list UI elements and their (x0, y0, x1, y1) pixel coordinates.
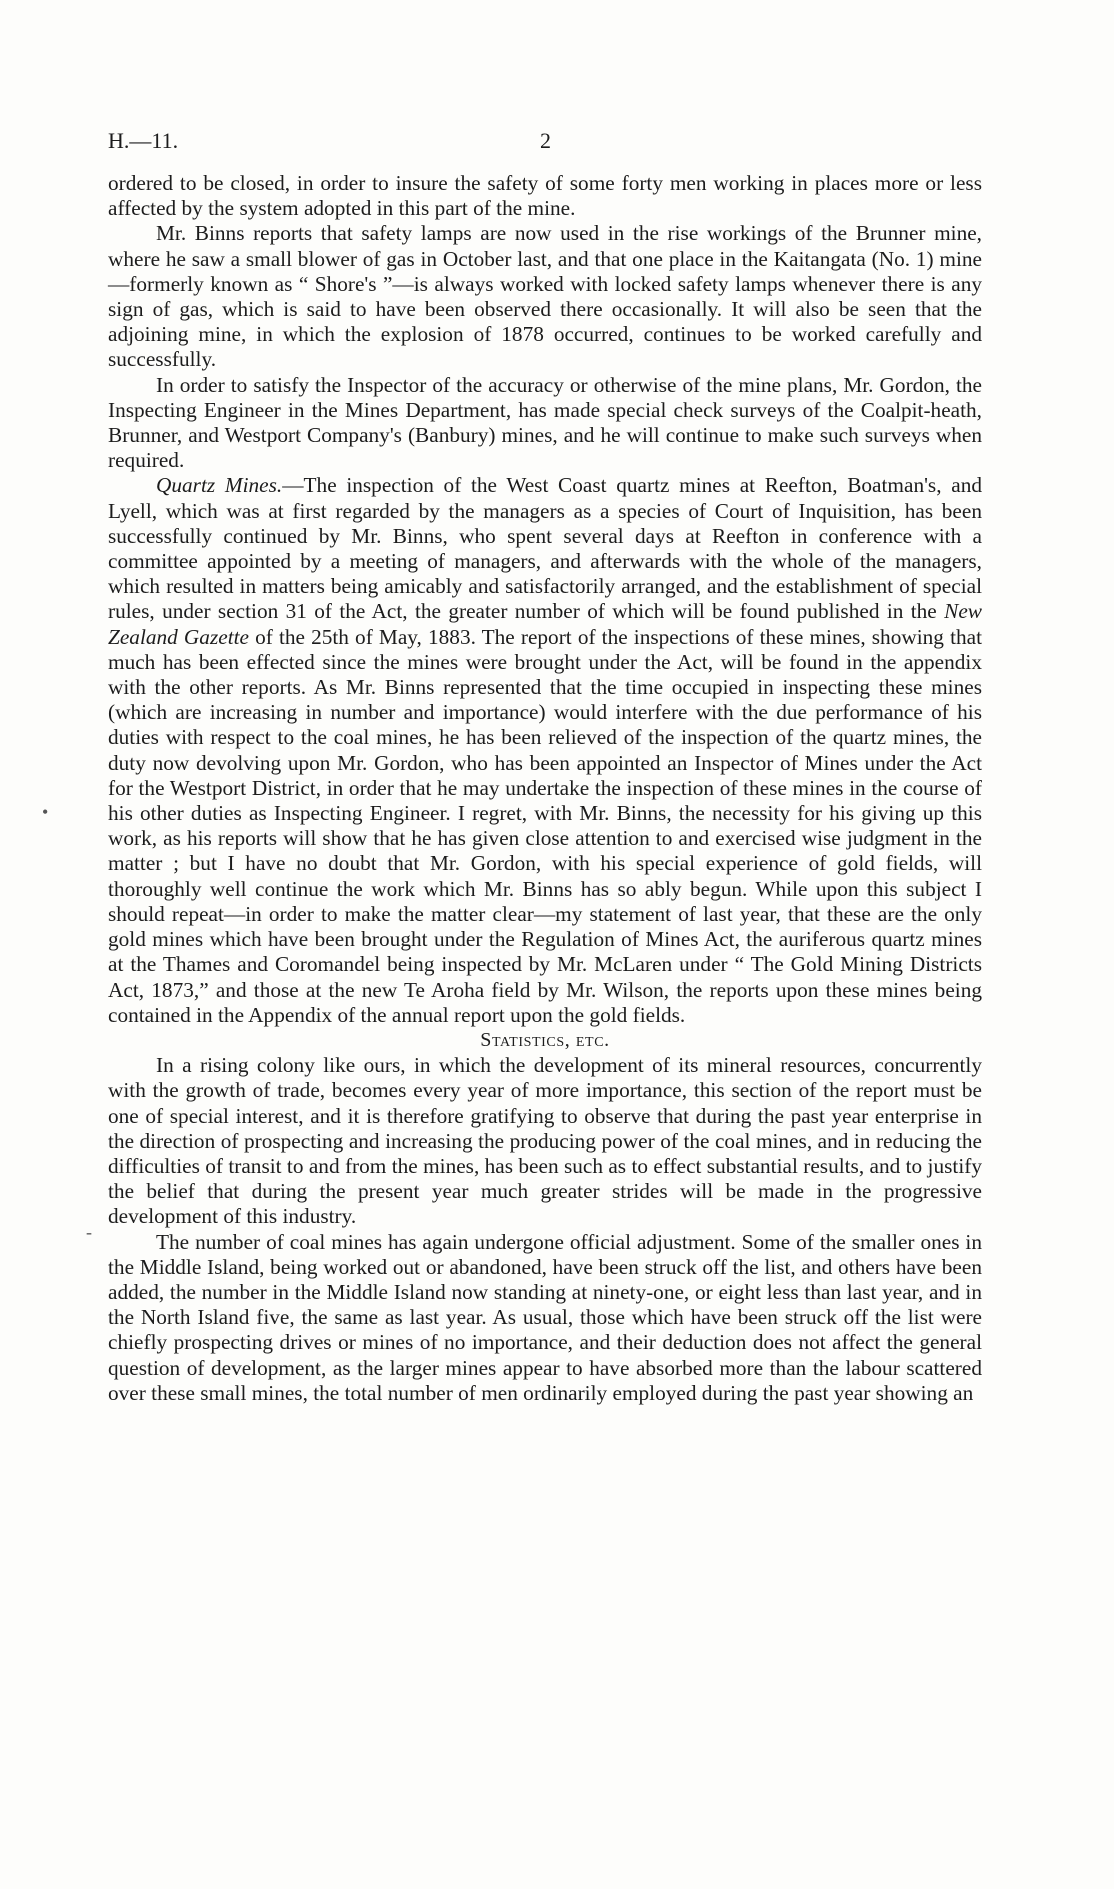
paragraph-check-surveys: In order to satisfy the Inspector of the accuracy or otherwise of the mine plans, Mr. Gordon, the Inspecting Engineer in the Mines Department, has made special check surveys of the Coalpit-heath, Brunner, and Westport Company's (Banbury) mines, and he will continue to make such surveys when required. (108, 372, 982, 473)
quartz-mines-lead: Quartz Mines. (156, 473, 283, 498)
section-heading-statistics: Statistics, etc. (480, 1028, 610, 1051)
paragraph-continuation: ordered to be closed, in order to insure the safety of some forty men working in places more or less affected by the system adopted in this part of the mine. (108, 171, 982, 221)
paragraph-safety-lamps: Mr. Binns reports that safety lamps are now used in the rise workings of the Brunner mine, where he saw a small blower of gas in October last, and that one place in the Kaitangata (No. 1) mine—formerly known as “ Shore's ”—is always worked with locked safety lamps whenever there is any sign of gas, which is said to have been observed there occasionally. It will also be seen that the adjoining mine, in which the explosion of 1878 occurred, continues to be worked carefully and successfully. (108, 221, 982, 372)
gazette-reference: New Zealand Gazette (108, 599, 982, 649)
page-header (108, 128, 978, 158)
margin-dot: • (42, 802, 49, 822)
document-body (108, 171, 982, 1406)
quartz-mines-text-1: —The inspection of the West Coast quartz mines at Reefton, Boatman's, and Lyell, which was at first regarded by the managers as a species of Court of Inquisition, has been successfully continued by Mr. Binns, who spent several days at Reefton in conference with a committee appointed by a meeting of managers, and afterwards with the whole of the managers, which resulted in matters being amicably and satisfactorily arranged, and the establishment of special rules, under section 31 of the Act, the greater number of which will be found published in the (108, 473, 982, 624)
margin-dash: - (86, 1222, 92, 1242)
paragraph-number-of-mines: The number of coal mines has again undergone official adjustment. Some of the smaller ones in the Middle Island, being worked out or abandoned, have been struck off the list, and others have been added, the number in the Middle Island now standing at ninety-one, or eight less than last year, and in the North Island five, the same as last year. As usual, those which have been struck off the list were chiefly prospecting drives or mines of no importance, and their deduction does not affect the general question of development, as the larger mines appear to have absorbed more than the labour scattered over these small mines, the total number of men ordinarily employed during the past year showing an (108, 1229, 982, 1405)
paragraph-rising-colony: In a rising colony like ours, in which the development of its mineral resources, concurrently with the growth of trade, becomes every year of more importance, this section of the report must be one of special interest, and it is therefore gratifying to observe that during the past year enterprise in the direction of prospecting and increasing the producing power of the coal mines, and in reducing the difficulties of transit to and from the mines, has been such as to effect substantial results, and to justify the belief that during the present year much greater strides will be made in the progressive development of this industry. (108, 1053, 982, 1229)
document-reference: H.—11. (108, 128, 179, 153)
paragraph-quartz-mines (108, 473, 982, 1027)
quartz-mines-text-2: of the 25th of May, 1883. The report of the inspections of these mines, showing that much has been effected since the mines were brought under the Act, will be found in the appendix with the other reports. As Mr. Binns represented that the time occupied in inspecting these mines (which are increasing in number and importance) would interfere with the due performance of his duties with respect to the coal mines, he has been relieved of the inspection of the quartz mines, the duty now devolving upon Mr. Gordon, who has been appointed an Inspector of Mines under the Act for the Westport District, in order that he may undertake the inspection of these mines in the course of his other duties as Inspecting Engineer. I regret, with Mr. Binns, the necessity for his giving up this work, as his reports will show that he has given close attention to and exercised wise judgment in the matter ; but I have no doubt that Mr. Gordon, with his special experience of gold fields, will thoroughly well continue the work which Mr. Binns has so ably begun. While upon this subject I should repeat—in order to make the matter clear—my statement of last year, that these are the only gold mines which have been brought under the Regulation of Mines Act, the auriferous quartz mines at the Thames and Coromandel being inspected by Mr. McLaren under “ The Gold Mining Districts Act, 1873,” and those at the new Te Aroha field by Mr. Wilson, the reports upon these mines being contained in the Appendix of the annual report upon the gold fields. (108, 624, 982, 1027)
page-number: 2 (540, 128, 551, 153)
